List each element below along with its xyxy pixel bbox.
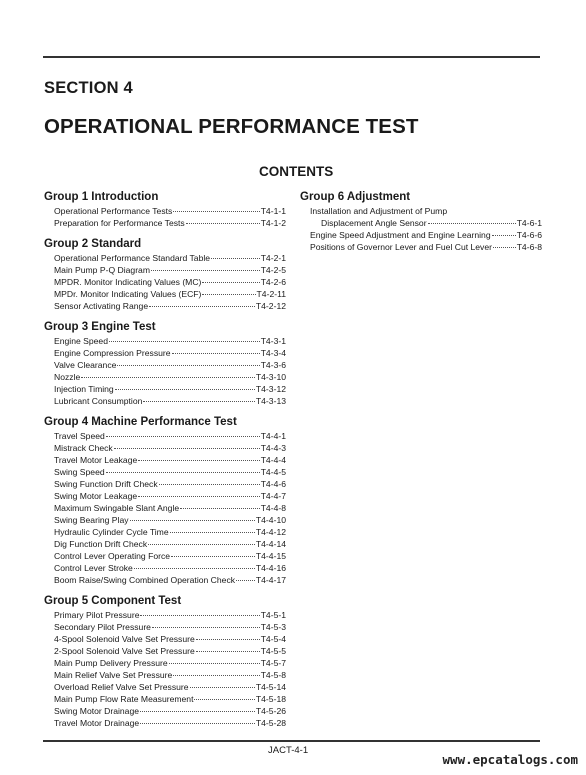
top-rule: [43, 56, 540, 58]
toc-entry[interactable]: [44, 490, 286, 502]
toc-entry-title: Hydraulic Cylinder Cycle Time: [54, 527, 169, 537]
toc-entry-page: T4-4-6: [260, 479, 286, 489]
toc-entry-title: Sensor Activating Range: [54, 301, 149, 311]
toc-entry-title: Travel Motor Leakage: [54, 455, 138, 465]
leader-dots: [169, 663, 260, 664]
toc-entry-page: T4-4-14: [255, 539, 286, 549]
toc-entry-title: Operational Performance Tests: [54, 206, 173, 216]
toc-entry[interactable]: [44, 669, 286, 681]
leader-dots: [106, 436, 260, 437]
toc-entry[interactable]: [44, 359, 286, 371]
toc-entry[interactable]: [44, 681, 286, 693]
toc-entry[interactable]: [44, 538, 286, 550]
toc-entry-page: T4-3-12: [255, 384, 286, 394]
toc-group: [44, 190, 286, 229]
toc-entry-title: Swing Bearing Play: [54, 515, 129, 525]
toc-entry-page: T4-1-2: [260, 218, 286, 228]
bottom-rule: [43, 740, 540, 742]
toc-entry-page: T4-5-26: [255, 706, 286, 716]
toc-entry-title: MPDr. Monitor Indicating Values (ECF): [54, 289, 202, 299]
toc-entry-title: Travel Speed: [54, 431, 105, 441]
leader-dots: [148, 544, 255, 545]
toc-group-title: Group 6 Adjustment: [300, 191, 411, 203]
toc-entry-title: Nozzle: [54, 372, 81, 382]
leader-dots: [151, 270, 260, 271]
toc-entry-title: Lubricant Consumption: [54, 396, 143, 406]
toc-group: [44, 237, 286, 312]
toc-entry-page: T4-2-1: [260, 253, 286, 263]
toc-entry[interactable]: [44, 514, 286, 526]
toc-entry-page: T4-3-4: [260, 348, 286, 358]
toc-entry[interactable]: [44, 478, 286, 490]
toc-entry-page: T4-5-28: [255, 718, 286, 728]
leader-dots: [138, 496, 260, 497]
toc-entry-page: T4-4-1: [260, 431, 286, 441]
toc-entry-title: Main Pump Flow Rate Measurement: [54, 694, 194, 704]
leader-dots: [159, 484, 260, 485]
toc-entry[interactable]: [44, 705, 286, 717]
leader-dots: [180, 508, 260, 509]
leader-dots: [173, 675, 259, 676]
toc-entry-title: Preparation for Performance Tests: [54, 218, 185, 228]
toc-entry-title: 4-Spool Solenoid Valve Set Pressure: [54, 634, 195, 644]
leader-dots: [211, 258, 260, 259]
toc-entry[interactable]: [44, 205, 286, 217]
toc-entry[interactable]: [44, 371, 286, 383]
leader-dots: [140, 723, 255, 724]
toc-entry-title: Main Pump Delivery Pressure: [54, 658, 168, 668]
toc-entry-title: 2-Spool Solenoid Valve Set Pressure: [54, 646, 195, 656]
contents-heading: CONTENTS: [259, 164, 334, 179]
toc-entry-page: T4-6-8: [516, 242, 542, 252]
toc-entry[interactable]: [44, 609, 286, 621]
toc-entry[interactable]: [44, 264, 286, 276]
toc-entry-title: Engine Speed Adjustment and Engine Learning: [310, 230, 491, 240]
toc-entry[interactable]: [44, 347, 286, 359]
toc-entry[interactable]: [44, 550, 286, 562]
leader-dots: [81, 377, 255, 378]
page-title: OPERATIONAL PERFORMANCE TEST: [44, 115, 419, 138]
toc-entry-title: Positions of Governor Lever and Fuel Cut Lever: [310, 242, 492, 252]
toc-group-title: Group 1 Introduction: [44, 191, 159, 203]
leader-dots: [115, 389, 255, 390]
leader-dots: [172, 353, 260, 354]
toc-entry-page: T4-4-8: [260, 503, 286, 513]
toc-group: [44, 320, 286, 407]
leader-dots: [149, 306, 255, 307]
toc-entry[interactable]: [44, 466, 286, 478]
leader-dots: [196, 651, 260, 652]
toc-entry[interactable]: [44, 574, 286, 586]
toc-group-title: Group 2 Standard: [44, 238, 142, 250]
toc-entry-title: Boom Raise/Swing Combined Operation Check: [54, 575, 236, 585]
toc-entry-title: Control Lever Stroke: [54, 563, 133, 573]
leader-dots: [117, 365, 259, 366]
leader-dots: [138, 460, 259, 461]
leader-dots: [114, 448, 260, 449]
toc-entry-page: T4-1-1: [260, 206, 286, 216]
toc-entry[interactable]: [44, 562, 286, 574]
toc-entry-page: T4-5-14: [255, 682, 286, 692]
toc-entry-page: T4-4-5: [260, 467, 286, 477]
toc-entry-title: Primary Pilot Pressure: [54, 610, 140, 620]
group-spacer: [44, 586, 286, 594]
toc-entry[interactable]: [44, 217, 286, 229]
toc-entry[interactable]: [44, 633, 286, 645]
toc-entry-text[interactable]: [300, 205, 542, 217]
toc-entry-page: T4-2-6: [260, 277, 286, 287]
toc-entry-title: Engine Compression Pressure: [54, 348, 171, 358]
toc-entry[interactable]: [44, 442, 286, 454]
toc-entry[interactable]: [44, 621, 286, 633]
toc-entry-title: Secondary Pilot Pressure: [54, 622, 151, 632]
watermark: www.epcatalogs.com: [442, 752, 578, 767]
toc-entry[interactable]: [44, 288, 286, 300]
leader-dots: [194, 699, 254, 700]
group-spacer: [44, 312, 286, 320]
toc-entry-title: Engine Speed: [54, 336, 108, 346]
toc-group-title: Group 3 Engine Test: [44, 321, 156, 333]
toc-entry-title: Operational Performance Standard Table: [54, 253, 211, 263]
toc-entry-page: T4-3-10: [255, 372, 286, 382]
toc-entry-page: T4-2-11: [256, 289, 286, 299]
toc-entry-page: T4-4-16: [255, 563, 286, 573]
toc-entry[interactable]: [44, 526, 286, 538]
toc-entry-page: T4-4-7: [260, 491, 286, 501]
toc-entry-page: T4-2-5: [260, 265, 286, 275]
toc-entry-page: T4-5-4: [260, 634, 286, 644]
section-label: SECTION 4: [44, 79, 133, 97]
toc-entry[interactable]: [44, 430, 286, 442]
toc-entry[interactable]: [44, 252, 286, 264]
toc-entry-page: T4-2-12: [255, 301, 286, 311]
toc-right-column: [300, 190, 542, 253]
toc-entry[interactable]: [44, 383, 286, 395]
leader-dots: [186, 223, 260, 224]
toc-entry-title: Installation and Adjustment of Pump: [310, 206, 448, 216]
toc-entry-title: Valve Clearance: [54, 360, 117, 370]
toc-group: [44, 415, 286, 586]
toc-entry-page: T4-4-12: [255, 527, 286, 537]
leader-dots: [190, 687, 255, 688]
toc-entry-title: Mistrack Check: [54, 443, 113, 453]
toc-group-title: Group 4 Machine Performance Test: [44, 416, 237, 428]
toc-entry-page: T4-5-1: [260, 610, 286, 620]
leader-dots: [130, 520, 255, 521]
leader-dots: [106, 472, 260, 473]
toc-entry-title: MPDR. Monitor Indicating Values (MC): [54, 277, 202, 287]
toc-entry[interactable]: [44, 454, 286, 466]
toc-entry-page: T4-4-4: [260, 455, 286, 465]
leader-dots: [140, 711, 255, 712]
toc-entry-page: T4-6-6: [516, 230, 542, 240]
toc-entry[interactable]: [44, 717, 286, 729]
toc-entry-title: Swing Speed: [54, 467, 105, 477]
group-spacer: [44, 229, 286, 237]
toc-entry-title: Main Relief Valve Set Pressure: [54, 670, 173, 680]
toc-entry-title: Control Lever Operating Force: [54, 551, 171, 561]
leader-dots: [171, 556, 255, 557]
toc-entry-page: T4-5-5: [260, 646, 286, 656]
toc-entry[interactable]: [44, 395, 286, 407]
toc-entry-title: Displacement Angle Sensor: [321, 218, 427, 228]
toc-entry[interactable]: [44, 335, 286, 347]
toc-entry-title: Swing Function Drift Check: [54, 479, 158, 489]
toc-entry-title: Swing Motor Drainage: [54, 706, 140, 716]
toc-entry-title: Main Pump P-Q Diagram: [54, 265, 150, 275]
toc-entry-page: T4-5-18: [255, 694, 286, 704]
leader-dots: [143, 401, 255, 402]
toc-entry-page: T4-3-13: [255, 396, 286, 406]
toc-entry-page: T4-3-1: [260, 336, 286, 346]
leader-dots: [173, 211, 259, 212]
toc-left-column: [44, 190, 286, 729]
leader-dots: [236, 580, 255, 581]
footer-page-number: JACT-4-1: [268, 745, 309, 756]
toc-entry-title: Swing Motor Leakage: [54, 491, 138, 501]
toc-entry[interactable]: [44, 276, 286, 288]
leader-dots: [202, 294, 255, 295]
group-spacer: [44, 407, 286, 415]
toc-entry[interactable]: [44, 300, 286, 312]
toc-entry[interactable]: [44, 502, 286, 514]
leader-dots: [152, 627, 260, 628]
toc-entry-page: T4-6-1: [516, 218, 542, 228]
toc-entry-title: Overload Relief Valve Set Pressure: [54, 682, 189, 692]
toc-group: [300, 190, 542, 253]
leader-dots: [170, 532, 255, 533]
toc-entry-title: Travel Motor Drainage: [54, 718, 140, 728]
toc-entry-page: T4-5-3: [260, 622, 286, 632]
toc-entry[interactable]: [300, 241, 542, 253]
toc-entry[interactable]: [44, 645, 286, 657]
toc-entry[interactable]: [300, 229, 542, 241]
leader-dots: [196, 639, 260, 640]
toc-entry-title: Injection Timing: [54, 384, 114, 394]
toc-entry-title: Dig Function Drift Check: [54, 539, 148, 549]
toc-entry-page: T4-5-8: [260, 670, 286, 680]
leader-dots: [428, 223, 516, 224]
toc-group: [44, 594, 286, 729]
toc-entry-page: T4-4-17: [255, 575, 286, 585]
leader-dots: [109, 341, 260, 342]
toc-entry[interactable]: [44, 693, 286, 705]
leader-dots: [134, 568, 255, 569]
toc-entry-page: T4-3-6: [260, 360, 286, 370]
leader-dots: [140, 615, 259, 616]
toc-entry-page: T4-4-10: [255, 515, 286, 525]
toc-entry-title: Maximum Swingable Slant Angle: [54, 503, 180, 513]
toc-entry[interactable]: [44, 657, 286, 669]
toc-entry[interactable]: [300, 217, 542, 229]
leader-dots: [492, 235, 516, 236]
toc-group-title: Group 5 Component Test: [44, 595, 182, 607]
toc-entry-page: T4-4-15: [255, 551, 286, 561]
toc-entry-page: T4-5-7: [260, 658, 286, 668]
toc-entry-page: T4-4-3: [260, 443, 286, 453]
leader-dots: [202, 282, 259, 283]
leader-dots: [493, 247, 516, 248]
